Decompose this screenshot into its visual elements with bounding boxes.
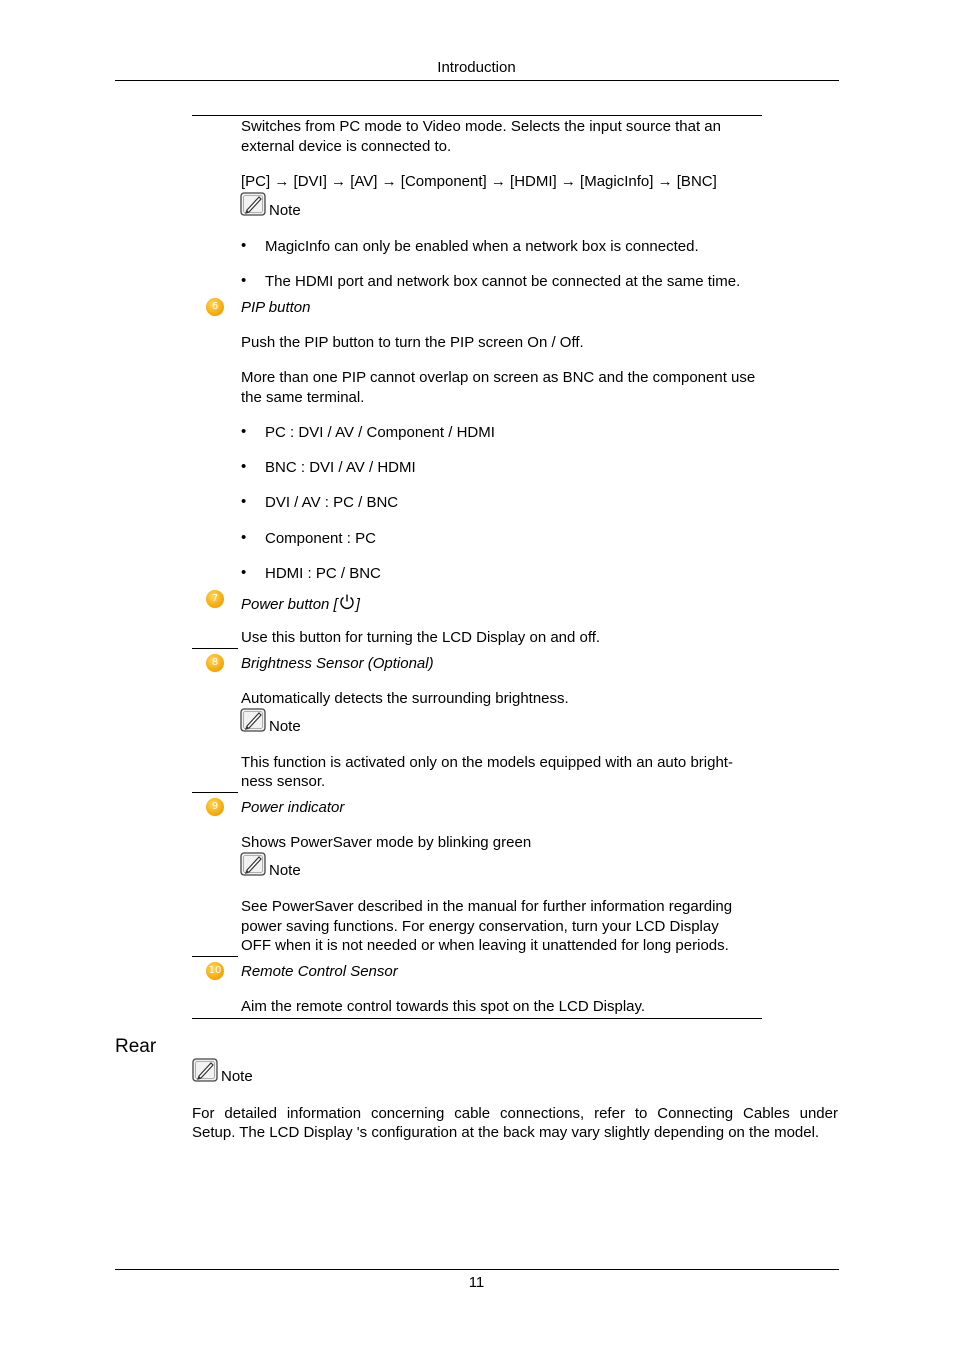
pip-sub-source: DVI bbox=[309, 459, 335, 476]
separator: : bbox=[296, 459, 310, 476]
separator: : bbox=[303, 565, 316, 582]
indicator-title: Power indicator bbox=[241, 799, 345, 816]
item-number-badge: 9 bbox=[206, 798, 224, 816]
bullet-dot: • bbox=[241, 423, 247, 440]
note-icon bbox=[192, 1058, 218, 1082]
row-rule bbox=[192, 648, 238, 649]
power-title bbox=[241, 593, 360, 615]
pip-sub-source: DVI bbox=[298, 424, 324, 441]
header-rule bbox=[115, 80, 839, 81]
pip-sub-source: BNC bbox=[366, 494, 399, 511]
pip-main-source: HDMI bbox=[265, 565, 304, 582]
separator: / bbox=[364, 459, 378, 476]
remote-title: Remote Control Sensor bbox=[241, 963, 398, 980]
bullet-dot: • bbox=[241, 493, 247, 510]
pip-sub-source: AV bbox=[335, 424, 354, 441]
seq-bnc: [BNC] bbox=[676, 173, 717, 190]
pip-sub-source: HDMI bbox=[377, 459, 416, 476]
pip-title: PIP button bbox=[241, 299, 311, 316]
indicator-note-line: See PowerSaver described in the manual for further information regarding bbox=[241, 898, 733, 915]
brightness-title: Brightness Sensor (Optional) bbox=[241, 655, 434, 672]
seq-av: [AV] bbox=[350, 173, 378, 190]
note-label: Note bbox=[269, 202, 301, 219]
note-label: Note bbox=[269, 718, 301, 735]
pip-main-source: PC bbox=[265, 424, 286, 441]
row-rule bbox=[192, 956, 238, 957]
pip-sub-source: PC bbox=[315, 565, 337, 582]
arrow: → bbox=[657, 173, 673, 190]
term: HDMI bbox=[295, 273, 334, 290]
row-rule bbox=[192, 792, 238, 793]
pip-desc-2: More than one PIP cannot overlap on screen as BNC and the component use the same terminal. bbox=[241, 369, 756, 406]
pip-sub-source: BNC bbox=[349, 565, 381, 582]
table-bottom-rule bbox=[192, 1018, 762, 1019]
pip-main-source: DVI / AV bbox=[265, 494, 321, 511]
power-desc: Use this button for turning the LCD Display on and off. bbox=[241, 629, 601, 646]
pip-compat-item bbox=[265, 493, 398, 513]
page-number: 11 bbox=[468, 1274, 485, 1291]
arrow: → bbox=[274, 173, 290, 190]
seq-dvi: [DVI] bbox=[293, 173, 327, 190]
source-description: Switches from PC mode to Video mode. Selects the input source that an external device is connected to. bbox=[241, 118, 721, 155]
indicator-note-line: power saving functions. For energy conservation, turn your LCD Display bbox=[241, 918, 719, 935]
term: MagicInfo bbox=[265, 238, 331, 255]
rear-note-line: For detailed information concerning cable connections, refer to Connecting Cables under bbox=[192, 1105, 838, 1122]
indicator-desc: Shows PowerSaver mode by blinking green bbox=[241, 834, 532, 851]
power-title-text: Power button [ bbox=[241, 596, 338, 613]
separator: : bbox=[320, 494, 334, 511]
pip-sub-source: PC bbox=[333, 494, 354, 511]
pip-sub-source: AV bbox=[345, 459, 365, 476]
note-icon bbox=[240, 708, 266, 732]
separator: / bbox=[323, 424, 336, 441]
note-text: The bbox=[265, 273, 296, 290]
arrow: → bbox=[331, 173, 347, 190]
seq-hdmi: [HDMI] bbox=[510, 173, 557, 190]
item-number-badge: 7 bbox=[206, 590, 224, 608]
note-item bbox=[265, 272, 740, 292]
note-icon bbox=[240, 852, 266, 876]
indicator-note-line: OFF when it is not needed or when leaving it unattended for long periods. bbox=[241, 937, 729, 954]
seq-pc: [PC] bbox=[241, 173, 271, 190]
item-number-badge: 6 bbox=[206, 298, 224, 316]
separator: / bbox=[334, 459, 346, 476]
note-icon bbox=[240, 192, 266, 216]
pip-main-source: Component bbox=[265, 530, 343, 547]
brightness-desc: Automatically detects the surrounding brightness. bbox=[241, 690, 569, 707]
bullet-dot: • bbox=[241, 529, 247, 546]
remote-desc: Aim the remote control towards this spot on the LCD Display. bbox=[241, 998, 646, 1015]
separator: / bbox=[353, 494, 367, 511]
bullet-dot: • bbox=[241, 564, 247, 581]
note-label: Note bbox=[221, 1068, 253, 1085]
bullet-dot: • bbox=[241, 237, 247, 254]
note-label: Note bbox=[269, 862, 301, 879]
separator: : bbox=[285, 424, 299, 441]
pip-sub-source: PC bbox=[355, 530, 376, 547]
source-sequence bbox=[241, 172, 717, 192]
item-number-badge: 10 bbox=[206, 962, 224, 980]
note-text: can only be enabled when a network box is connected. bbox=[330, 238, 699, 255]
pip-compat-item bbox=[265, 423, 495, 443]
separator: : bbox=[342, 530, 356, 547]
brightness-note-line: This function is activated only on the models equipped with an auto bright- bbox=[241, 754, 733, 771]
item-number-badge: 8 bbox=[206, 654, 224, 672]
page-header-title: Introduction bbox=[437, 59, 516, 76]
bullet-dot: • bbox=[241, 458, 247, 475]
arrow: → bbox=[490, 173, 506, 190]
note-item bbox=[265, 237, 699, 257]
table-top-rule bbox=[192, 115, 762, 116]
arrow: → bbox=[381, 173, 397, 190]
brightness-note-line: ness sensor. bbox=[241, 773, 326, 790]
arrow: → bbox=[560, 173, 576, 190]
pip-compat-item bbox=[265, 458, 416, 478]
seq-magicinfo: [MagicInfo] bbox=[580, 173, 654, 190]
pip-main-source: BNC bbox=[265, 459, 297, 476]
footer-rule bbox=[115, 1269, 839, 1270]
seq-component: [Component] bbox=[400, 173, 487, 190]
pip-sub-source: HDMI bbox=[456, 424, 495, 441]
section-heading-rear: Rear bbox=[115, 1036, 157, 1057]
separator: / bbox=[336, 565, 350, 582]
power-title-text: ] bbox=[355, 596, 360, 613]
pip-desc-1: Push the PIP button to turn the PIP screen On / Off. bbox=[241, 334, 584, 351]
separator: / bbox=[353, 424, 367, 441]
pip-compat-item bbox=[265, 529, 376, 549]
note-text: port and network box cannot be connected at the same time. bbox=[333, 273, 741, 290]
bullet-dot: • bbox=[241, 272, 247, 289]
pip-compat-item bbox=[265, 564, 381, 584]
pip-sub-source: Component bbox=[366, 424, 445, 441]
separator: / bbox=[444, 424, 457, 441]
power-icon bbox=[338, 593, 356, 611]
rear-note-line: Setup. The LCD Display 's configuration at the back may vary slightly depending on the model. bbox=[192, 1124, 820, 1141]
